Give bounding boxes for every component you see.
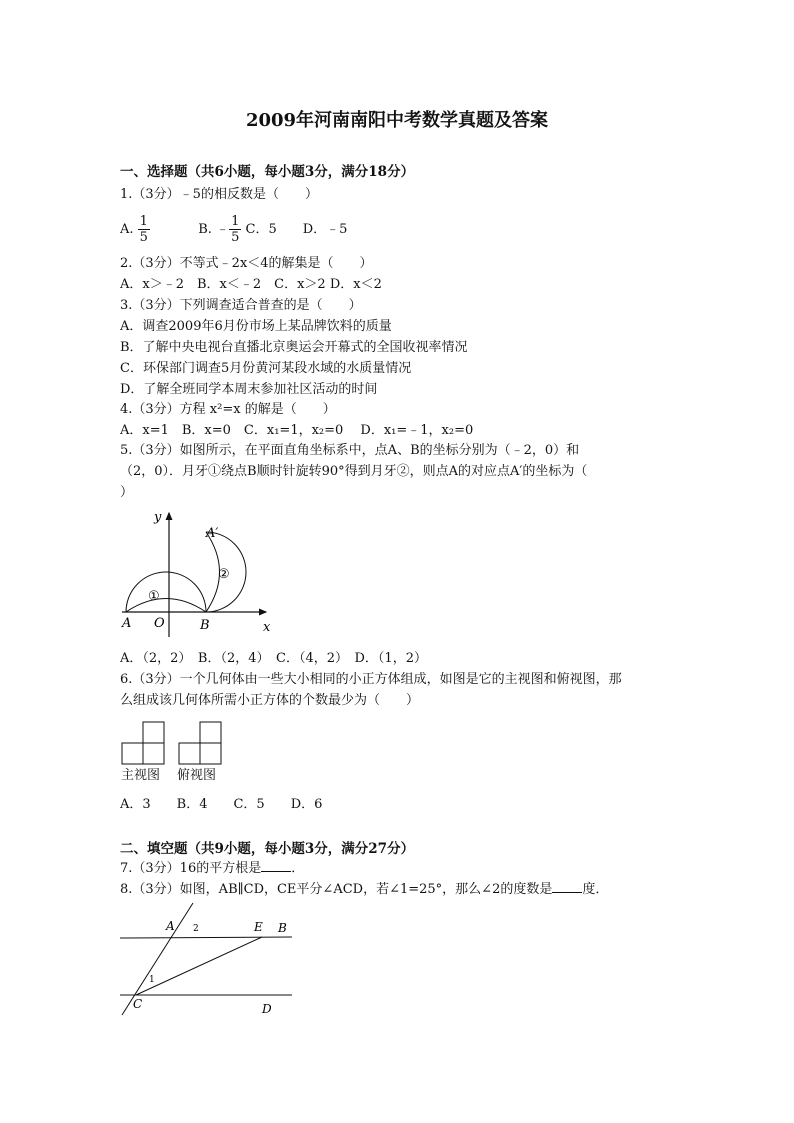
q5-label-a: A (122, 616, 132, 631)
page-title: 2009年河南南阳中考数学真题及答案 (245, 110, 549, 131)
q1-opt-b-sign: ﹣ (216, 222, 230, 237)
q6-options: A．3 B．4 C．5 D．6 (120, 797, 323, 812)
q7-stem: 7.（3分）16的平方根是 (120, 861, 262, 876)
q1-opt-a-label: A. (120, 222, 134, 237)
q1-opt-b-den: 5 (231, 230, 240, 245)
q6-line2: 么组成该几何体所需小正方体的个数最少为（ ） (120, 693, 420, 708)
q7-end: ． (291, 861, 305, 876)
q6-front-label: 主视图 (121, 768, 161, 783)
section1-heading: 一、选择题（共6小题，每小题3分，满分18分） (120, 164, 415, 180)
q5-moon1-inner (126, 599, 206, 613)
q3-opt-d: D．了解全班同学本周末参加社区活动的时间 (120, 382, 378, 397)
q8 (120, 880, 608, 898)
q5-label-x: x (263, 620, 271, 635)
q3-opt-a: A．调查2009年6月份市场上某品牌饮料的质量 (120, 319, 392, 334)
q8-figure (116, 900, 296, 1020)
q8-stem: 8.（3分）如图，AB∥CD，CE平分∠ACD，若∠1=25°，那么∠2的度数是 (120, 882, 553, 897)
q1-opt-a-num: 1 (139, 214, 148, 229)
q8-bisector-ce (136, 937, 262, 995)
q8-label-e: E (254, 920, 263, 934)
q5-line2: （2，0）．月牙①绕点B顺时针旋转90°得到月牙②，则点A的对应点A′的坐标为（ (120, 464, 588, 479)
q5-label-o: O (154, 616, 165, 631)
q5-label-b: B (200, 618, 210, 633)
q7-answer-blank (261, 859, 291, 872)
q1-opt-cd: C．5 D．﹣5 (245, 222, 348, 237)
q8-line-ab (120, 937, 292, 938)
q8-label-b: B (278, 921, 287, 935)
q5-label-y: y (154, 510, 162, 525)
q5-line3: ） (120, 485, 134, 500)
q8-label-a: A (166, 919, 175, 933)
q8-angle-1: 1 (149, 975, 155, 985)
q3-stem: 3.（3分）下列调查适合普查的是（ ） (120, 298, 362, 313)
q5-options: A．（2，2） B．（2，4） C．（4，2） D．（1，2） (120, 651, 427, 666)
q8-answer-blank (552, 880, 582, 893)
section2-heading: 二、填空题（共9小题，每小题3分，满分27分） (120, 841, 415, 857)
q3-opt-c: C．环保部门调查5月份黄河某段水域的水质量情况 (120, 361, 412, 376)
q1-stem: 1.（3分）﹣5的相反数是（ ） (120, 187, 318, 202)
q1-opt-b-num: 1 (231, 214, 240, 229)
q6-front-view (122, 722, 164, 764)
q1-opt-a-fraction (138, 214, 150, 245)
q1-options (120, 214, 347, 245)
q5-label-moon1: ① (148, 589, 160, 604)
q1-opt-a-den: 5 (139, 230, 148, 245)
q6-line1: 6.（3分）一个几何体由一些大小相同的小正方体组成，如图是它的主视图和俯视图，那 (120, 672, 622, 687)
q4-stem: 4.（3分）方程 x²=x 的解是（ ） (120, 402, 336, 417)
q5-line1: 5.（3分）如图所示，在平面直角坐标系中，点A、B的坐标分别为（﹣2，0）和 (120, 443, 580, 458)
q6-top-view (179, 722, 221, 764)
q5-figure (114, 505, 284, 640)
q2-stem: 2.（3分）不等式﹣2x＜4的解集是（ ） (120, 256, 373, 271)
q5-moon1-outer (126, 572, 206, 612)
q2-options: A．x＞﹣2 B．x＜﹣2 C．x＞2 D．x＜2 (120, 277, 382, 292)
q7 (120, 859, 304, 877)
q5-label-aprime: A′ (206, 526, 219, 541)
q6-figure (118, 718, 228, 768)
q3-opt-b: B．了解中央电视台直播北京奥运会开幕式的全国收视率情况 (120, 340, 468, 355)
q6-top-label: 俯视图 (177, 768, 217, 783)
q8-angle-2: 2 (193, 924, 199, 934)
q8-end: 度． (582, 882, 609, 897)
q1-opt-b-label: B. (198, 222, 212, 237)
q5-label-moon2: ② (218, 567, 230, 582)
q1-opt-b-fraction (229, 214, 241, 245)
q4-options: A．x=1 B．x=0 C．x₁=1，x₂=0 D．x₁=﹣1，x₂=0 (120, 423, 474, 438)
q8-label-c: C (133, 997, 143, 1011)
q8-label-d: D (262, 1002, 272, 1016)
